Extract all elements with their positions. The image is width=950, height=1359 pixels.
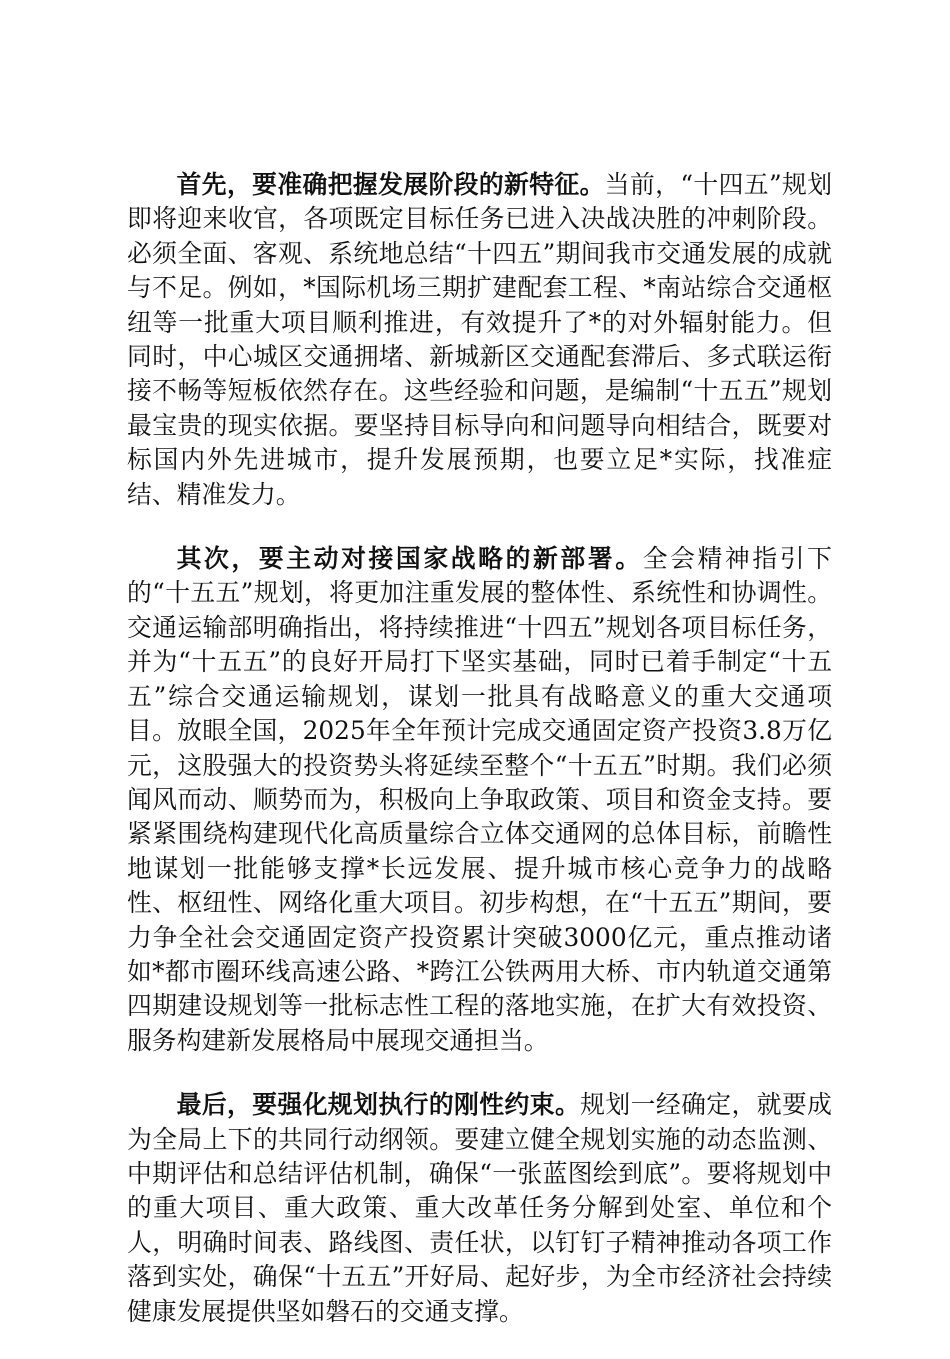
paragraph-third-heading: 最后，要强化规划执行的刚性约束。 [176, 1090, 581, 1120]
paragraph-first-heading: 首先，要准确把握发展阶段的新特征。 [176, 170, 605, 199]
paragraph-first-text: 当前，“十四五”规划即将迎来收官，各项既定目标任务已进入决战决胜的冲刺阶段。必须全面、客观、系统地总结“十四五”期间我市交通发展的成就与不足。例如，*国际机场三期扩建配套工程、*南站综合交通枢纽等一批重大项目顺利推进，有效提升了*的对外辐射能力。但同时，中心城区交通拥堵、新城新区交通配套滞后、多式联运衔接不畅等短板依然存在。这些经验和问题，是编制“十五五”规划最宝贵的现实依据。要坚持目标导向和问题导向相结合，既要对标国内外先进城市，提升发展预期，也要立足*实际，找准症结、精准发力。 [127, 170, 832, 509]
paragraph-second-heading: 其次，要主动对接国家战略的新部署。 [176, 544, 643, 574]
paragraph-third-text: 规划一经确定，就要成为全局上下的共同行动纲领。要建立健全规划实施的动态监测、中期评估和总结评估机制，确保“一张蓝图绘到底”。要将规划中的重大项目、重大政策、重大改革任务分解到处室、单位和个人，明确时间表、路线图、责任状，以钉钉子精神推动各项工作落到实处，确保“十五五”开好局、起好步，为全市经济社会持续健康发展提供坚如磐石的交通支撑。 [127, 1090, 832, 1326]
paragraph-second-text: 全会精神指引下的“十五五”规划，将更加注重发展的整体性、系统性和协调性。交通运输部明确指出，将持续推进“十四五”规划各项目标任务，并为“十五五”的良好开局打下坚实基础，同时已着手制定“十五五”综合交通运输规划，谋划一批具有战略意义的重大交通项目。放眼全国，2025年全年预计完成交通固定资产投资3.8万亿元，这股强大的投资势头将延续至整个“十五五”时期。我们必须闻风而动、顺势而为，积极向上争取政策、项目和资金支持。要紧紧围绕构建现代化高质量综合立体交通网的总体目标，前瞻性地谋划一批能够支撑*长远发展、提升城市核心竞争力的战略性、枢纽性、网络化重大项目。初步构想，在“十五五”期间，要力争全社会交通固定资产投资累计突破3000亿元，重点推动诸如*都市圈环线高速公路、*跨江公铁两用大桥、市内轨道交通第四期建设规划等一批标志性工程的落地实施，在扩大有效投资、服务构建新发展格局中展现交通担当。 [127, 544, 832, 1055]
document-body [127, 168, 832, 1359]
paragraph-second [127, 542, 832, 1058]
paragraph-first [127, 168, 832, 512]
paragraph-third [127, 1088, 832, 1329]
